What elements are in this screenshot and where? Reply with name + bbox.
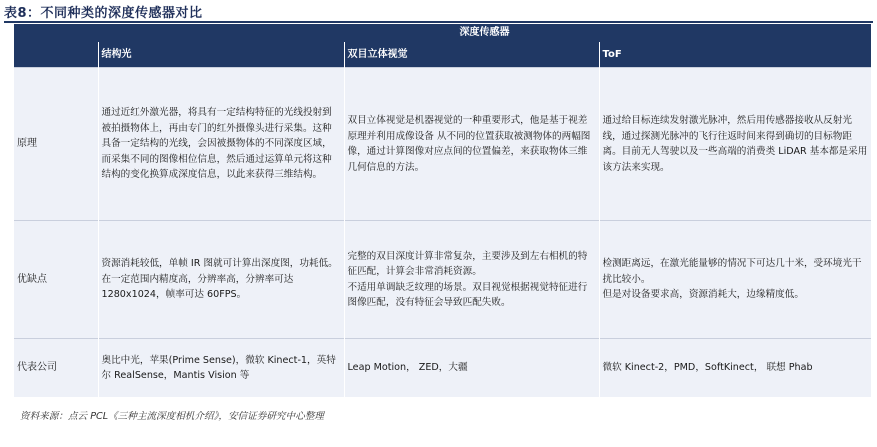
header-columns-row: [14, 42, 871, 68]
table-title: 表8：不同种类的深度传感器对比: [4, 6, 203, 21]
comparison-table: [14, 24, 871, 397]
cell-principle-tof: 通过给目标连续发射激光脉冲，然后用传感器接收从反射光线，通过探测光脉冲的飞行往返时间来得到确切的目标物距离。目前无人驾驶以及一些高端的消费类 LiDAR 基本都是采用该方法来实现。: [599, 68, 871, 221]
cell-companies-structured-light: 奥比中光，苹果(Prime Sense)，微软 Kinect-1，英特尔 RealSense，Mantis Vision 等: [98, 339, 344, 398]
header-group-row: [14, 24, 871, 42]
column-header-stereo-vision: 双目立体视觉: [344, 42, 599, 68]
column-header-structured-light: 结构光: [98, 42, 344, 68]
header-corner-cell: [14, 24, 98, 42]
row-label-principle: 原理: [14, 68, 98, 221]
cell-principle-stereo-vision: 双目立体视觉是机器视觉的一种重要形式，他是基于视差原理并利用成像设备 从不同的位置获取被测物体的两幅图像，通过计算图像对应点间的位置偏差，来获取物体三维几何信息的方法。: [344, 68, 599, 221]
row-label-pros-cons: 优缺点: [14, 221, 98, 339]
table-row-principle: [14, 68, 871, 221]
header-corner-cell-2: [14, 42, 98, 68]
header-group-label: 深度传感器: [98, 24, 871, 42]
cell-principle-structured-light: 通过近红外激光器，将具有一定结构特征的光线投射到被拍摄物体上，再由专门的红外摄像头进行采集。这种具备一定结构的光线，会因被摄物体的不同深度区域，而采集不同的图像相位信息，然后通过运算单元将这种结构的变化换算成深度信息，以此来获得三维结构。: [98, 68, 344, 221]
cell-pros-cons-structured-light: 资源消耗较低，单帧 IR 图就可计算出深度图，功耗低。在一定范围内精度高，分辨率高，分辨率可达 1280x1024，帧率可达 60FPS。: [98, 221, 344, 339]
source-note: 资料来源：点云 PCL《三种主流深度相机介绍》，安信证券研究中心整理: [20, 411, 324, 422]
column-header-tof: ToF: [599, 42, 871, 68]
cell-companies-stereo-vision: Leap Motion， ZED，大疆: [344, 339, 599, 398]
row-label-companies: 代表公司: [14, 339, 98, 398]
cell-pros-cons-stereo-vision: 完整的双目深度计算非常复杂，主要涉及到左右相机的特征匹配，计算会非常消耗资源。 不适用单调缺乏纹理的场景。双目视觉根据视觉特征进行图像匹配，没有特征会导致匹配失败。: [344, 221, 599, 339]
title-divider: [4, 21, 873, 23]
table-row-pros-cons: [14, 221, 871, 339]
cell-companies-tof: 微软 Kinect-2，PMD，SoftKinect， 联想 Phab: [599, 339, 871, 398]
table-row-companies: [14, 339, 871, 398]
cell-pros-cons-tof: 检测距离远，在激光能量够的情况下可达几十米，受环境光干扰比较小。 但是对设备要求高，资源消耗大，边缘精度低。: [599, 221, 871, 339]
